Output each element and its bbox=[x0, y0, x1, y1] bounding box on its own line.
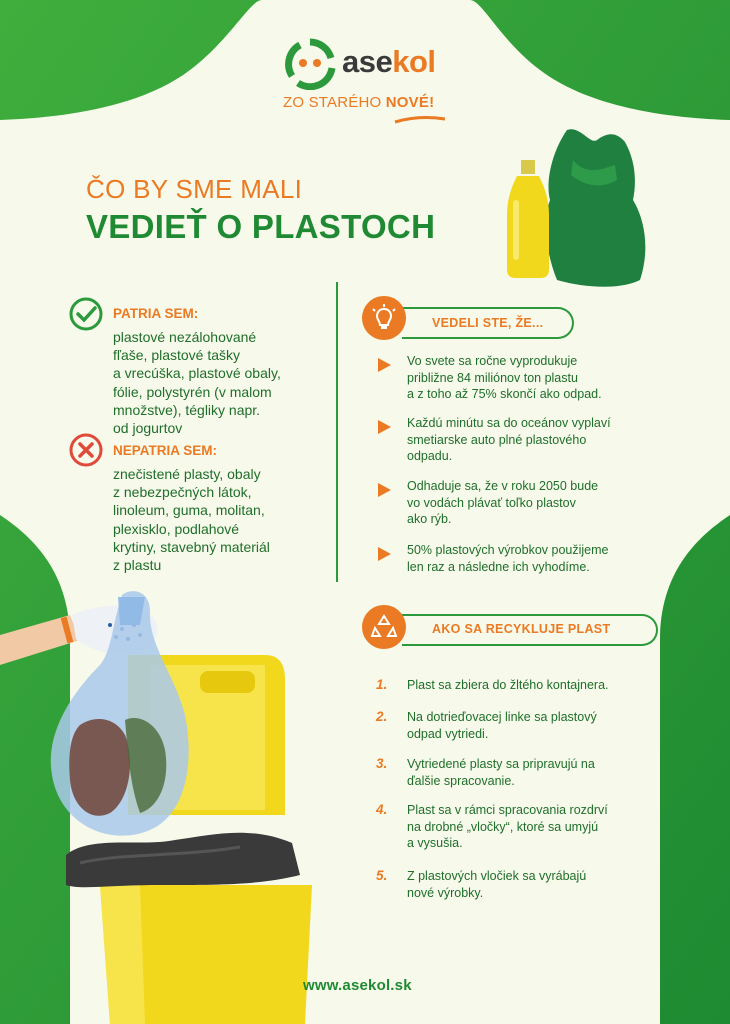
logo-recycle-icon bbox=[284, 38, 336, 90]
fact-item: Vo svete sa ročne vyprodukuje približne 84 miliónov ton plastu a z toho až 75% skončí ako odpad. bbox=[407, 354, 602, 401]
recycle-icon bbox=[362, 605, 406, 649]
belongs-heading: PATRIA SEM: bbox=[113, 306, 199, 321]
step-text: Vytriedené plasty sa pripravujú na ďalšie spracovanie. bbox=[407, 757, 595, 788]
not-belongs-text: znečistené plasty, obaly z nebezpečných látok, linoleum, guma, molitan, plexisklo, podlahové krytiny, stavebný materiál z plastu bbox=[113, 466, 270, 574]
column-divider bbox=[336, 282, 338, 582]
fact-bullet-icon bbox=[378, 358, 391, 372]
bottle-and-bag-illustration bbox=[505, 120, 655, 290]
page-title-line2: VEDIEŤ O PLASTOCH bbox=[86, 208, 436, 245]
cross-circle-icon bbox=[68, 432, 104, 468]
fact-bullet-icon bbox=[378, 420, 391, 434]
asekol-logo bbox=[284, 38, 454, 90]
lightbulb-icon bbox=[362, 296, 406, 340]
tagline: ZO STARÉHO NOVÉ! bbox=[283, 94, 435, 111]
tagline-swoosh bbox=[393, 115, 447, 125]
logo-wordmark: asekol bbox=[342, 44, 436, 79]
facts-heading: VEDELI STE, ŽE... bbox=[432, 316, 544, 330]
fact-bullet-icon bbox=[378, 483, 391, 497]
website-link[interactable]: www.asekol.sk bbox=[303, 977, 412, 994]
step-number: 1. bbox=[376, 677, 388, 692]
step-number: 2. bbox=[376, 709, 388, 724]
recycle-heading: AKO SA RECYKLUJE PLAST bbox=[432, 622, 611, 636]
step-text: Z plastových vločiek sa vyrábajú nové výrobky. bbox=[407, 869, 587, 900]
step-number: 3. bbox=[376, 756, 388, 771]
belongs-text: plastové nezálohované fľaše, plastové tašky a vrecúška, plastové obaly, fólie, polystyrén (v malom množstve), tégliky napr. od jogurtov bbox=[113, 329, 281, 437]
fact-bullet-icon bbox=[378, 547, 391, 561]
step-text: Na dotrieďovacej linke sa plastový odpad vytriedi. bbox=[407, 710, 597, 741]
not-belongs-heading: NEPATRIA SEM: bbox=[113, 443, 217, 458]
check-circle-icon bbox=[68, 296, 104, 332]
fact-item: Každú minútu sa do oceánov vyplaví smetiarske auto plné plastového odpadu. bbox=[407, 416, 611, 463]
page-title-line1: ČO BY SME MALI bbox=[86, 174, 303, 204]
fact-item: 50% plastových výrobkov použijeme len raz a následne ich vyhodíme. bbox=[407, 543, 609, 574]
recycling-bin-illustration bbox=[0, 585, 330, 1024]
fact-item: Odhaduje sa, že v roku 2050 bude vo vodách plávať toľko plastov ako rýb. bbox=[407, 479, 599, 526]
step-text: Plast sa v rámci spracovania rozdrví na drobné „vločky“, ktoré sa umyjú a vysušia. bbox=[407, 803, 608, 850]
step-text: Plast sa zbiera do žltého kontajnera. bbox=[407, 678, 609, 692]
step-number: 5. bbox=[376, 868, 388, 883]
step-number: 4. bbox=[376, 802, 388, 817]
